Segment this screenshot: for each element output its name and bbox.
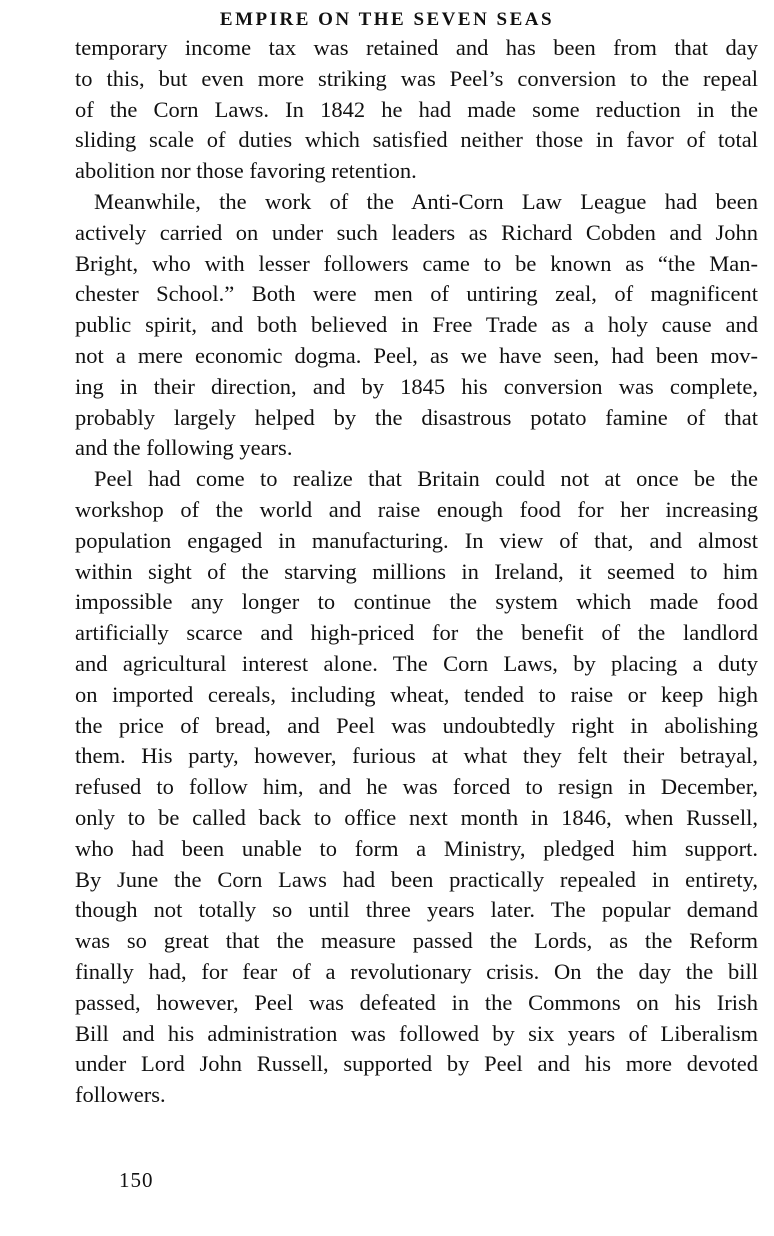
text-line: the price of bread, and Peel was undoubtedly right in abolishing — [75, 712, 758, 738]
text-line: to this, but even more striking was Peel’s conversion to the repeal — [75, 65, 758, 91]
text-line: refused to follow him, and he was forced to resign in December, — [75, 774, 758, 800]
text-line: though not totally so until three years later. The popular demand — [75, 897, 758, 923]
body-text — [75, 33, 758, 1111]
text-line: and the following years. — [75, 435, 293, 461]
text-line: chester School.” Both were men of untiring zeal, of magnificent — [75, 281, 758, 307]
text-line: them. His party, however, furious at what they felt their betrayal, — [75, 743, 758, 769]
text-line: temporary income tax was retained and has been from that day — [75, 35, 758, 60]
text-line: only to be called back to office next month in 1846, when Russell, — [75, 804, 758, 830]
text-line: Bright, who with lesser followers came to be known as “the Man- — [75, 250, 758, 276]
text-line: probably largely helped by the disastrous potato famine of that — [75, 404, 758, 430]
text-line: was so great that the measure passed the Lords, as the Reform — [75, 928, 758, 954]
text-line: population engaged in manufacturing. In view of that, and almost — [75, 527, 758, 553]
text-line: passed, however, Peel was defeated in the Commons on his Irish — [75, 989, 758, 1015]
text-line: actively carried on under such leaders as Richard Cobden and John — [75, 219, 758, 245]
text-line: ing in their direction, and by 1845 his conversion was complete, — [75, 373, 758, 399]
text-line: sliding scale of duties which satisfied neither those in favor of total — [75, 127, 758, 153]
page-number: 150 — [119, 1168, 154, 1192]
text-line: who had been unable to form a Ministry, pledged him support. — [75, 835, 758, 861]
text-line: under Lord John Russell, supported by Peel and his more devoted — [75, 1051, 758, 1077]
text-line: followers. — [75, 1082, 166, 1108]
text-line: not a mere economic dogma. Peel, as we have seen, had been mov- — [75, 342, 758, 368]
text-line: within sight of the starving millions in Ireland, it seemed to him — [75, 558, 758, 584]
text-line: artificially scarce and high-priced for the benefit of the landlord — [75, 620, 758, 646]
running-header: EMPIRE ON THE SEVEN SEAS — [219, 9, 555, 30]
text-line: on imported cereals, including wheat, tended to raise or keep high — [75, 681, 758, 707]
text-line: public spirit, and both believed in Free Trade as a holy cause and — [75, 312, 758, 338]
text-line: abolition nor those favoring retention. — [75, 158, 417, 184]
text-line: finally had, for fear of a revolutionary crisis. On the day the bill — [75, 958, 758, 984]
text-line: Peel had come to realize that Britain could not at once be the — [94, 466, 758, 492]
text-line: Bill and his administration was followed by six years of Liberalism — [75, 1020, 758, 1046]
text-line: of the Corn Laws. In 1842 he had made some reduction in the — [75, 96, 758, 122]
text-line: impossible any longer to continue the system which made food — [75, 589, 758, 615]
text-line: workshop of the world and raise enough food for her increasing — [75, 496, 758, 522]
text-line: Meanwhile, the work of the Anti-Corn Law League had been — [94, 188, 758, 214]
text-line: By June the Corn Laws had been practically repealed in entirety, — [75, 866, 758, 892]
text-line: and agricultural interest alone. The Corn Laws, by placing a duty — [75, 650, 758, 676]
